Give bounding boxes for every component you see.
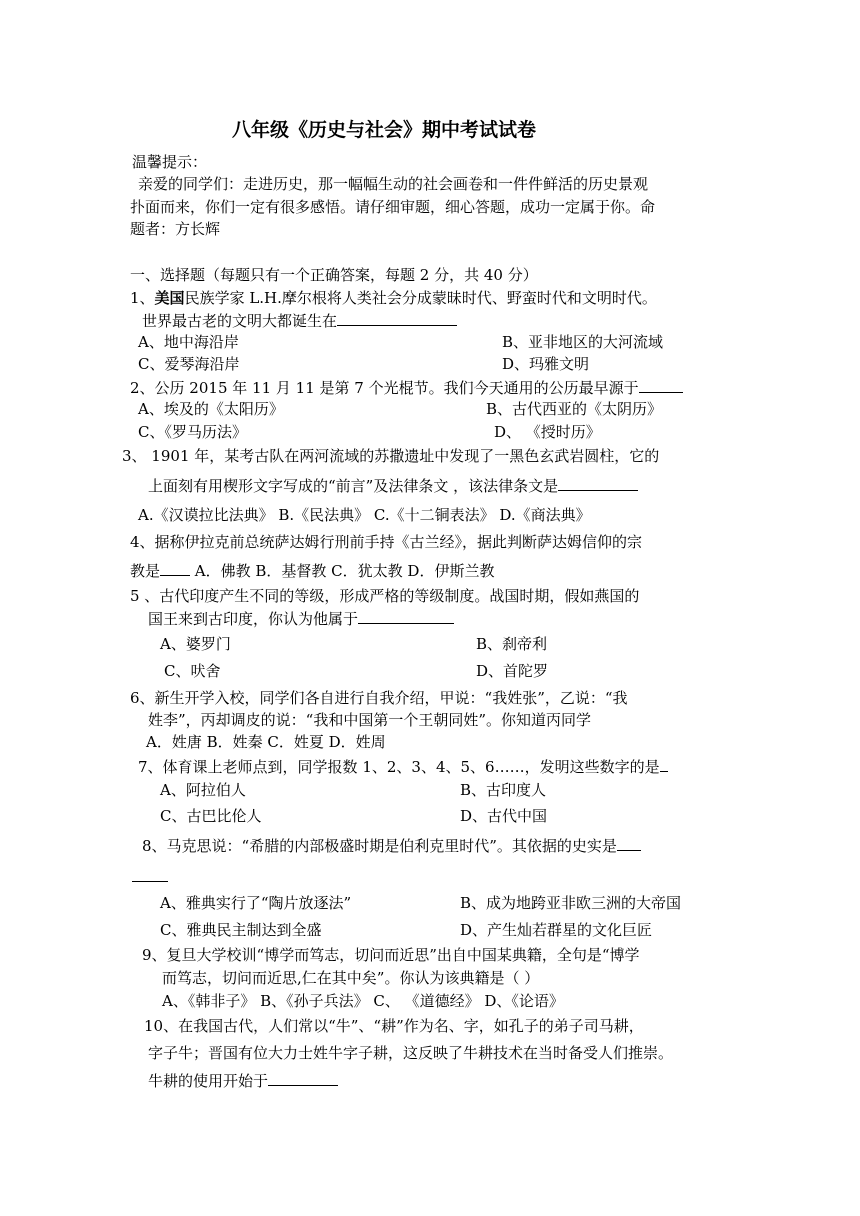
question-1 [130,288,657,308]
question-1-text: 民族学家 L.H.摩尔根将人类社会分成蒙昧时代、野蛮时代和文明时代。 [184,289,657,307]
q8-option-a: A、雅典实行了“陶片放逐法” [160,894,352,912]
q1-option-d: D、玛雅文明 [502,355,590,373]
answer-blank[interactable] [160,560,190,576]
question-4-line-2-text: 教是 [130,562,161,580]
question-5: 5 、古代印度产生不同的等级，形成严格的等级制度。战国时期，假如燕国的 [130,587,640,605]
q1-option-c: C、爱琴海沿岸 [138,355,240,373]
question-9-line-2: 而笃志，切问而近思,仁在其中矣”。你认为该典籍是（ ） [162,969,540,987]
q5-option-a: A、婆罗门 [160,635,231,653]
q7-option-b: B、古印度人 [460,781,547,799]
question-10: 10、在我国古代，人们常以“牛”、“耕”作为名、字，如孔子的弟子司马耕， [144,1017,644,1035]
question-3-line-2 [148,475,638,496]
q1-option-a: A、地中海沿岸 [138,333,239,351]
q8-option-c: C、雅典民主制达到全盛 [160,921,322,939]
section-heading: 一、选择题（每题只有一个正确答案，每题 2 分，共 40 分） [130,266,538,284]
q5-option-c: C、吠舍 [164,662,221,680]
question-10-line-2: 字子牛；晋国有位大力士姓牛字子耕，这反映了牛耕技术在当时备受人们推崇。 [148,1044,674,1062]
tip-label: 温馨提示： [132,153,208,171]
answer-blank[interactable] [358,608,454,624]
answer-blank[interactable] [617,835,641,851]
q1-option-b: B、亚非地区的大河流域 [502,333,664,351]
answer-blank[interactable] [660,756,668,772]
tip-line-3: 题者：方长辉 [130,220,221,238]
question-4-line-2 [130,560,494,581]
question-2-text: 2、公历 2015 年 11 月 11 是第 7 个光棍节。我们今天通用的公历最早源于 [130,379,639,397]
question-7 [138,756,668,777]
answer-blank[interactable] [558,475,638,491]
answer-blank[interactable] [268,1070,338,1086]
question-5-line-2-text: 国王来到古印度，你认为他属于 [148,610,359,628]
question-3-line-2-text: 上面刻有用楔形文字写成的“前言”及法律条文 ，该法律条文是 [148,477,559,495]
question-1-line-2-text: 世界最古老的文明大都诞生在 [142,312,338,330]
q5-option-d: D、首陀罗 [476,662,549,680]
question-1-bold: 美国 [154,289,185,307]
question-3: 3、 1901 年，某考古队在两河流域的苏撒遗址中发现了一黑色玄武岩圆柱，它的 [122,447,660,465]
question-4: 4、据称伊拉克前总统萨达姆行刑前手持《古兰经》，据此判断萨达姆信仰的宗 [130,533,643,551]
q9-options: A、《韩非子》 B、《孙子兵法》 C、 《道德经》 D、《论语》 [162,992,564,1010]
answer-blank[interactable] [639,377,683,393]
question-6-line-2: 姓李”，丙却调皮的说：“我和中国第一个王朝同姓”。你知道丙同学 [148,711,592,729]
question-5-line-2 [148,608,454,629]
q2-option-b: B、古代西亚的《太阴历》 [486,400,663,418]
tip-line-2: 扑面而来，你们一定有很多感悟。请仔细审题，细心答题，成功一定属于你。命 [130,198,656,216]
question-8 [142,835,641,856]
q2-option-d: D、 《授时历》 [494,423,601,441]
q7-option-a: A、阿拉伯人 [160,781,246,799]
q8-option-b: B、成为地跨亚非欧三洲的大帝国 [460,894,682,912]
q3-options: A.《汉谟拉比法典》 B.《民法典》 C.《十二铜表法》 D.《商法典》 [138,506,591,524]
question-9: 9、复旦大学校训“博学而笃志，切问而近思”出自中国某典籍，全句是“博学 [142,946,640,964]
q7-option-c: C、古巴比伦人 [160,807,262,825]
question-10-line-3-text: 牛耕的使用开始于 [148,1072,269,1090]
answer-blank[interactable] [337,310,457,326]
q5-option-b: B、刹帝利 [476,635,548,653]
question-1-line-2 [142,310,457,331]
answer-blank-continued[interactable] [132,866,168,882]
exam-title: 八年级《历史与社会》期中考试试卷 [232,119,537,141]
tip-line-1: 亲爱的同学们：走进历史，那一幅幅生动的社会画卷和一件件鲜活的历史景观 [138,175,649,193]
q4-options: A．佛教 B．基督教 C．犹太教 D．伊斯兰教 [190,562,495,580]
q6-options: A．姓唐 B．姓秦 C．姓夏 D．姓周 [146,733,386,751]
q2-option-c: C、《罗马历法》 [138,423,247,441]
question-6: 6、新生开学入校，同学们各自进行自我介绍，甲说：“我姓张”，乙说：“我 [130,689,628,707]
q2-option-a: A、埃及的《太阳历》 [138,400,284,418]
question-7-text: 7、体育课上老师点到，同学报数 1、2、3、4、5、6……，发明这些数字的是 [138,758,660,776]
question-8-text: 8、马克思说：“希腊的内部极盛时期是伯利克里时代”。其依据的史实是 [142,837,617,855]
question-2 [130,377,683,398]
question-10-line-3 [148,1070,338,1091]
question-1-number: 1、 [130,289,155,307]
q8-option-d: D、产生灿若群星的文化巨匠 [460,921,653,939]
q7-option-d: D、古代中国 [460,807,548,825]
